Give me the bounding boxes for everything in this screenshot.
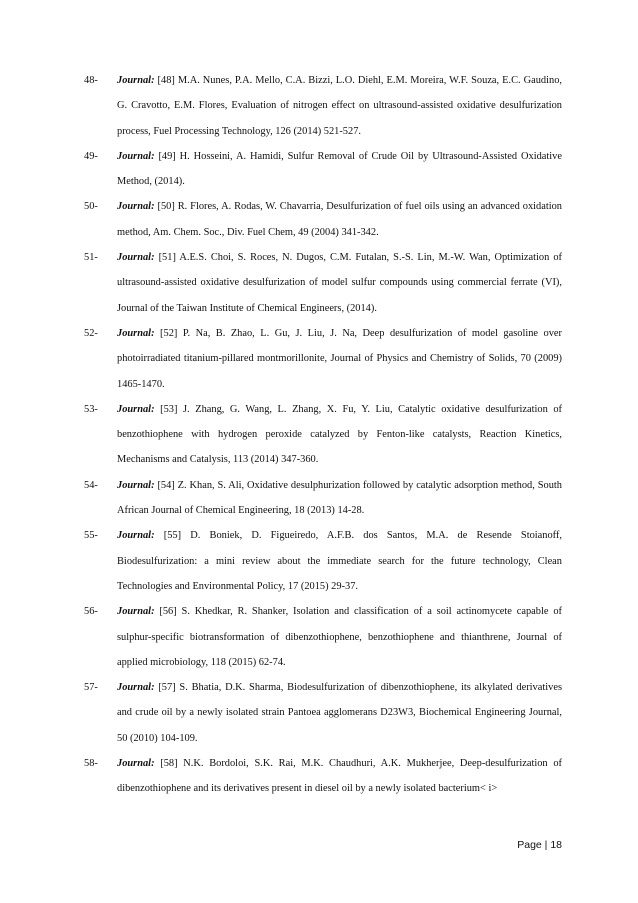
reference-text: [50] R. Flores, A. Rodas, W. Chavarria, Desulfurization of fuel oils using an advanced oxidation method, Am. Chem. Soc., Div. Fuel Chem, 49 (2004) 341-342. (117, 201, 562, 238)
reference-item (84, 245, 562, 321)
reference-number: 50- (84, 201, 98, 213)
reference-item (84, 397, 562, 473)
reference-item (84, 194, 562, 245)
reference-number: 58- (84, 758, 98, 770)
reference-label: Journal: (117, 403, 155, 415)
reference-list (84, 68, 562, 802)
reference-number: 51- (84, 252, 98, 264)
reference-text: [57] S. Bhatia, D.K. Sharma, Biodesulfurization of dibenzothiophene, its alkylated derivatives and crude oil by a newly isolated strain Pantoea agglomerans D23W3, Biochemical Engineering Journal, 50 (2010) 104-109. (117, 682, 562, 744)
reference-label: Journal: (117, 606, 155, 618)
reference-label: Journal: (117, 327, 155, 339)
reference-item (84, 473, 562, 524)
reference-label: Journal: (117, 530, 155, 542)
reference-text: [49] H. Hosseini, A. Hamidi, Sulfur Removal of Crude Oil by Ultrasound-Assisted Oxidative Method, (2014). (117, 150, 562, 188)
page-number-footer: Page | 18 (517, 839, 562, 851)
reference-item (84, 144, 562, 195)
reference-number: 48- (84, 75, 98, 86)
reference-item (84, 751, 562, 802)
reference-item (84, 321, 562, 397)
reference-label: Journal: (117, 682, 155, 694)
reference-item (84, 675, 562, 751)
reference-number: 56- (84, 606, 98, 618)
reference-label: Journal: (117, 75, 155, 86)
reference-label: Journal: (117, 758, 155, 770)
reference-number: 55- (84, 530, 98, 542)
reference-text: [51] A.E.S. Choi, S. Roces, N. Dugos, C.M. Futalan, S.-S. Lin, M.-W. Wan, Optimization of ultrasound-assisted oxidative desulfurization of model sulfur compounds using commercial ferrate (VI), Journal of the Taiwan Institute of Chemical Engineers, (2014). (117, 252, 562, 314)
reference-text: [54] Z. Khan, S. Ali, Oxidative desulphurization followed by catalytic adsorption method, South African Journal of Chemical Engineering, 18 (2013) 14-28. (117, 479, 562, 517)
reference-number: 54- (84, 479, 98, 491)
reference-label: Journal: (117, 252, 155, 264)
reference-text: [53] J. Zhang, G. Wang, L. Zhang, X. Fu, Y. Liu, Catalytic oxidative desulfurization of benzothiophene with hydrogen peroxide catalyzed by Fenton-like catalysts, Reaction Kinetics, Mechanisms and Catalysis, 113 (2014) 347-360. (117, 403, 562, 466)
reference-text: [52] P. Na, B. Zhao, L. Gu, J. Liu, J. Na, Deep desulfurization of model gasoline over photoirradiated titanium-pillared montmorillonite, Journal of Physics and Chemistry of Solids, 70 (2009) 1465-1470. (117, 327, 562, 390)
reference-text: [58] N.K. Bordoloi, S.K. Rai, M.K. Chaudhuri, A.K. Mukherjee, Deep-desulfurization of dibenzothiophene and its derivatives present in diesel oil by a newly isolated bacterium< i> (117, 758, 562, 795)
reference-label: Journal: (117, 150, 155, 162)
reference-text: [55] D. Boniek, D. Figueiredo, A.F.B. dos Santos, M.A. de Resende Stoianoff, Biodesulfurization: a mini review about the immediate search for the future technology, Clean Technologies and Environmental Policy, 17 (2015) 29-37. (117, 530, 562, 592)
reference-item (84, 68, 562, 144)
reference-label: Journal: (117, 479, 155, 491)
reference-text: [48] M.A. Nunes, P.A. Mello, C.A. Bizzi, L.O. Diehl, E.M. Moreira, W.F. Souza, E.C. Gaudino, G. Cravotto, E.M. Flores, Evaluation of nitrogen effect on ultrasound-assisted oxidative desulfurization process, Fuel Processing Technology, 126 (2014) 521-527. (117, 75, 562, 137)
reference-number: 53- (84, 403, 98, 415)
reference-item (84, 599, 562, 675)
reference-number: 52- (84, 327, 98, 339)
reference-text: [56] S. Khedkar, R. Shanker, Isolation and classification of a soil actinomycete capable of sulphur-specific biotransformation of dibenzothiophene, benzothiophene and thianthrene, Journal of applied microbiology, 118 (2015) 62-74. (117, 606, 562, 668)
reference-number: 57- (84, 682, 98, 694)
reference-number: 49- (84, 150, 98, 162)
reference-item (84, 523, 562, 599)
reference-label: Journal: (117, 201, 155, 213)
